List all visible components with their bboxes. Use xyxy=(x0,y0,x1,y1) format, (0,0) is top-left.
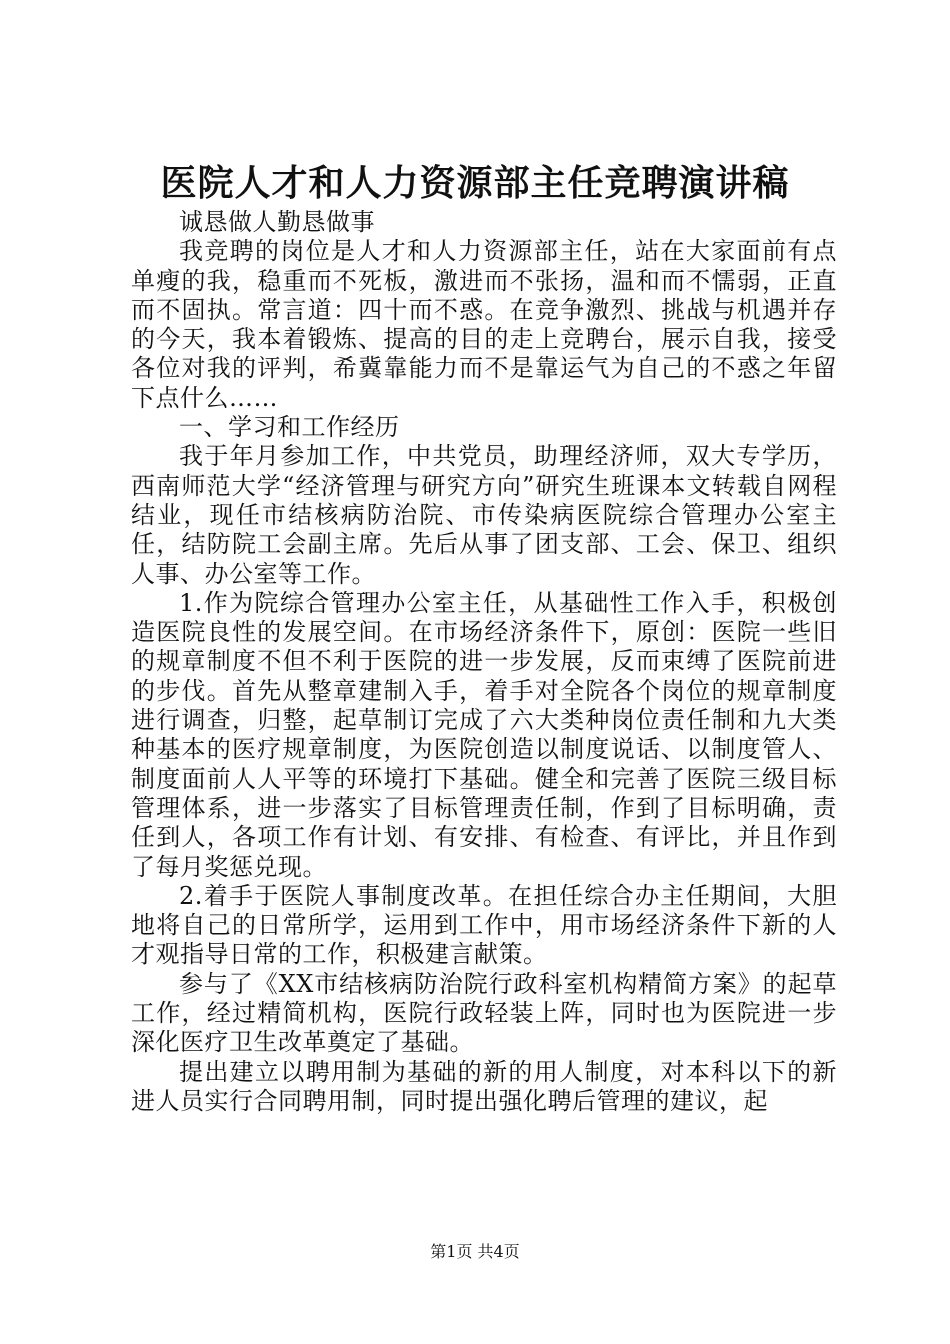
paragraph-background: 我于年月参加工作，中共党员，助理经济师，双大专学历，西南师范大学“经济管理与研究方向”研究生班课本文转载自网程结业，现任市结核病防治院、市传染病医院综合管理办公室主任，结防院工会副主席。先后从事了团支部、工会、保卫、组织人事、办公室等工作。 xyxy=(131,442,837,588)
document-body xyxy=(131,208,837,1116)
paragraph-item-2: 2.着手于医院人事制度改革。在担任综合办主任期间，大胆地将自己的日常所学，运用到工作中，用市场经济条件下新的人才观指导日常的工作，积极建言献策。 xyxy=(131,881,837,969)
document-title: 医院人才和人力资源部主任竞聘演讲稿 xyxy=(160,162,790,204)
section-heading-experience: 一、学习和工作经历 xyxy=(179,413,400,442)
paragraph-streamlining: 参与了《XX市结核病防治院行政科室机构精简方案》的起草工作，经过精简机构，医院行政轻装上阵，同时也为医院进一步深化医疗卫生改革奠定了基础。 xyxy=(131,969,837,1057)
paragraph-item-1: 1.作为院综合管理办公室主任，从基础性工作入手，积极创造医院良性的发展空间。在市场经济条件下，原创：医院一些旧的规章制度不但不利于医院的进一步发展，反而束缚了医院前进的步伐。首先从整章建制入手，着手对全院各个岗位的规章制度进行调查，归整，起草制订完成了六大类种岗位责任制和九大类种基本的医疗规章制度，为医院创造以制度说话、以制度管人、制度面前人人平等的环境打下基础。健全和完善了医院三级目标管理体系，进一步落实了目标管理责任制，作到了目标明确，责任到人，各项工作有计划、有安排、有检查、有评比，并且作到了每月奖惩兑现。 xyxy=(131,588,837,881)
paragraph-motto: 诚恳做人勤恳做事 xyxy=(179,208,375,236)
paragraph-intro: 我竞聘的岗位是人才和人力资源部主任，站在大家面前有点单瘦的我，稳重而不死板，激进而不张扬，温和而不懦弱，正直而不固执。常言道：四十而不惑。在竞争激烈、挑战与机遇并存的今天，我本着锻炼、提高的目的走上竞聘台，展示自我，接受各位对我的评判，希冀靠能力而不是靠运气为自己的不惑之年留下点什么…… xyxy=(131,237,837,412)
paragraph-employment-system: 提出建立以聘用制为基础的新的用人制度，对本科以下的新进人员实行合同聘用制，同时提出强化聘后管理的建议，起 xyxy=(131,1057,837,1115)
page-indicator: 第1页 共4页 xyxy=(430,1242,520,1261)
